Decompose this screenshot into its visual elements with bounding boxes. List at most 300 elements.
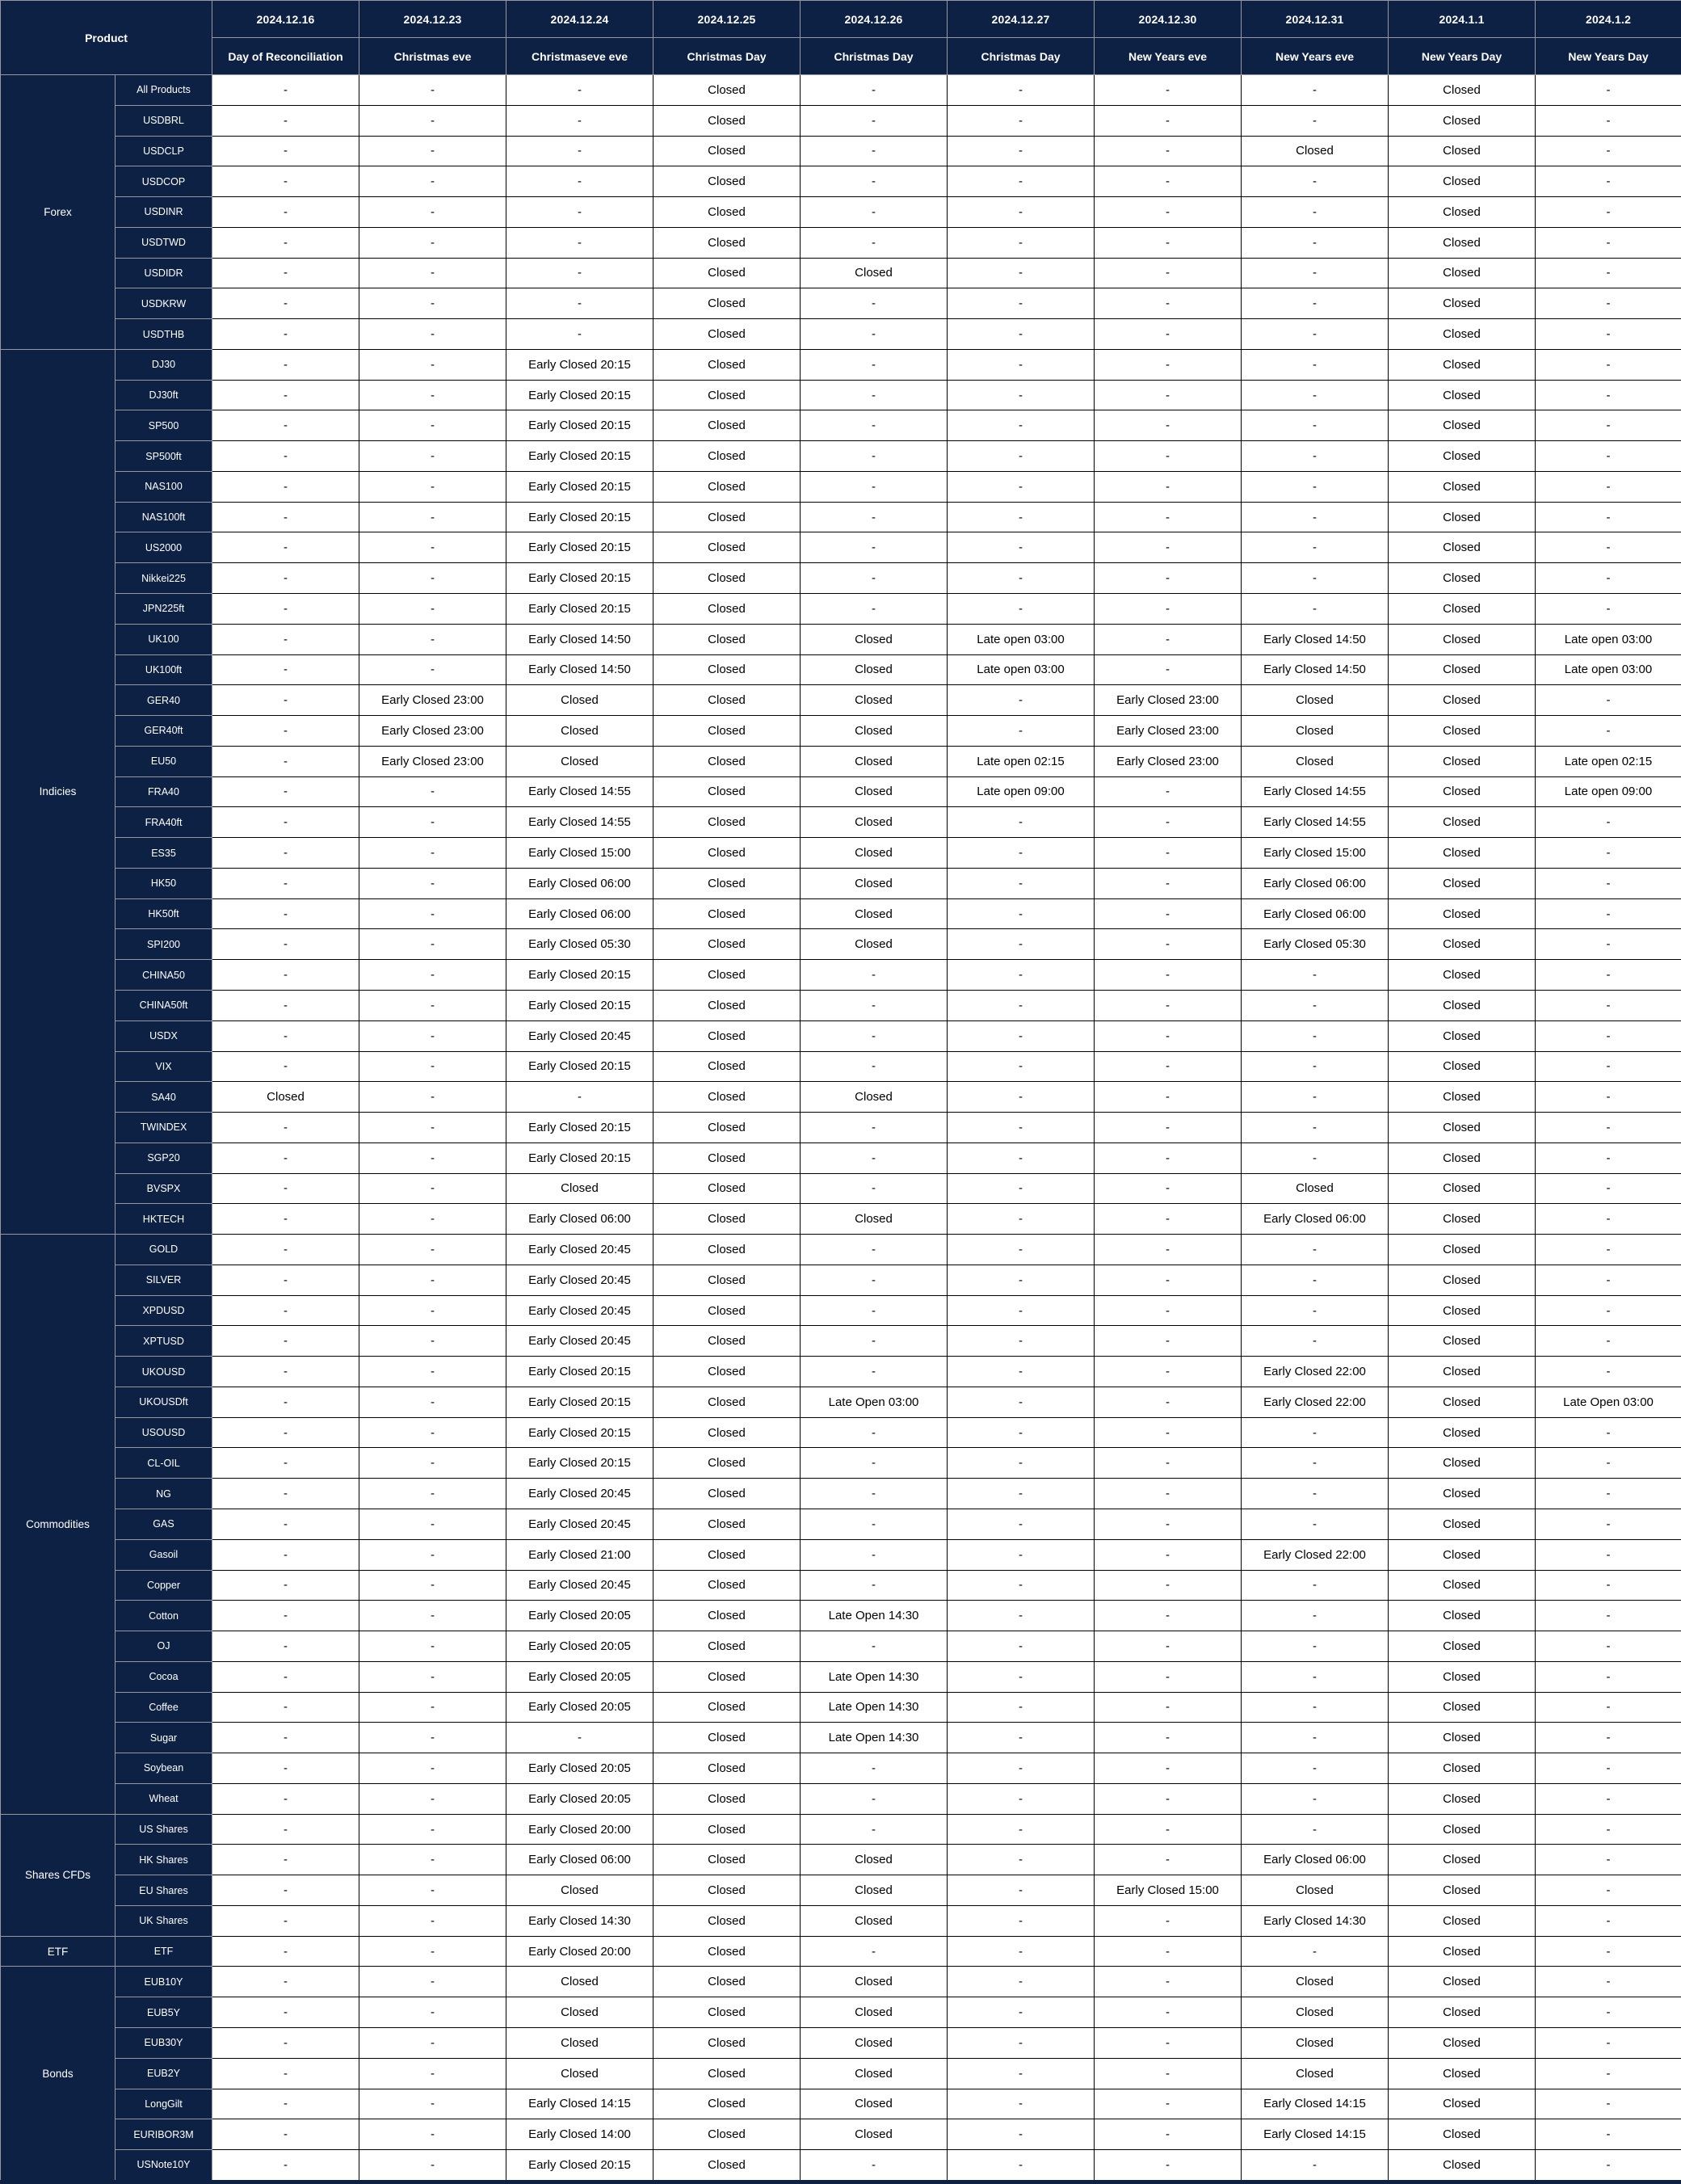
- schedule-cell: -: [506, 319, 653, 350]
- schedule-cell: -: [1095, 75, 1242, 106]
- product-label-china50ft: CHINA50ft: [116, 990, 212, 1020]
- schedule-cell: -: [948, 868, 1095, 898]
- table-row-bvspx: [1, 1173, 1681, 1204]
- schedule-cell: -: [1536, 1875, 1681, 1906]
- schedule-cell: -: [1242, 990, 1389, 1020]
- table-row-spi200: [1, 929, 1681, 960]
- schedule-cell: -: [506, 75, 653, 106]
- schedule-cell: -: [359, 1173, 506, 1204]
- schedule-cell: Closed: [801, 654, 948, 685]
- schedule-cell: Closed: [653, 654, 801, 685]
- schedule-cell: -: [1242, 197, 1389, 228]
- schedule-cell: Late open 03:00: [1536, 654, 1681, 685]
- schedule-cell: -: [948, 1479, 1095, 1509]
- schedule-cell: -: [1242, 380, 1389, 410]
- schedule-cell: Closed: [801, 746, 948, 776]
- schedule-cell: -: [359, 258, 506, 288]
- schedule-cell: Closed: [801, 1204, 948, 1235]
- product-label-eu50: EU50: [116, 746, 212, 776]
- schedule-cell: -: [1095, 319, 1242, 350]
- schedule-cell: -: [801, 319, 948, 350]
- schedule-cell: Early Closed 14:50: [1242, 624, 1389, 654]
- day-name-header-2024-12-31: New Years eve: [1242, 38, 1389, 75]
- product-label-es35: ES35: [116, 838, 212, 869]
- schedule-cell: Closed: [653, 807, 801, 838]
- schedule-cell: Closed: [653, 166, 801, 197]
- schedule-cell: -: [1536, 166, 1681, 197]
- schedule-cell: -: [1095, 594, 1242, 625]
- schedule-cell: -: [948, 1173, 1095, 1204]
- schedule-cell: Closed: [653, 1479, 801, 1509]
- schedule-cell: Closed: [653, 105, 801, 136]
- schedule-cell: Closed: [653, 1814, 801, 1845]
- schedule-cell: -: [1095, 1051, 1242, 1082]
- product-label-sgp20: SGP20: [116, 1142, 212, 1173]
- schedule-cell: Closed: [801, 807, 948, 838]
- schedule-cell: Closed: [653, 1235, 801, 1265]
- schedule-cell: Closed: [1389, 2028, 1536, 2059]
- schedule-cell: Closed: [801, 685, 948, 716]
- schedule-cell: Closed: [801, 2058, 948, 2089]
- schedule-cell: Closed: [653, 410, 801, 441]
- schedule-cell: -: [801, 1417, 948, 1448]
- schedule-cell: -: [801, 1448, 948, 1479]
- schedule-cell: Closed: [801, 1845, 948, 1875]
- date-header-2024-12-26: 2024.12.26: [801, 1, 948, 38]
- schedule-cell: -: [948, 2119, 1095, 2150]
- schedule-cell: -: [801, 136, 948, 166]
- schedule-cell: Early Closed 23:00: [1095, 716, 1242, 747]
- schedule-cell: Early Closed 23:00: [359, 716, 506, 747]
- schedule-cell: -: [212, 1020, 359, 1051]
- schedule-cell: Closed: [506, 716, 653, 747]
- schedule-cell: Late open 03:00: [948, 624, 1095, 654]
- table-row-silver: [1, 1265, 1681, 1295]
- schedule-cell: -: [1095, 1204, 1242, 1235]
- schedule-cell: -: [1095, 1235, 1242, 1265]
- schedule-cell: Closed: [653, 2119, 801, 2150]
- schedule-cell: Early Closed 20:45: [506, 1509, 653, 1539]
- schedule-cell: -: [359, 1082, 506, 1113]
- day-name-header-2024-12-25: Christmas Day: [653, 38, 801, 75]
- schedule-cell: Closed: [1242, 2028, 1389, 2059]
- schedule-cell: -: [359, 1113, 506, 1143]
- schedule-cell: Closed: [653, 929, 801, 960]
- schedule-cell: -: [948, 1661, 1095, 1692]
- schedule-cell: -: [1095, 380, 1242, 410]
- table-body: [1, 75, 1681, 2182]
- schedule-cell: -: [1536, 471, 1681, 502]
- schedule-cell: -: [359, 319, 506, 350]
- schedule-cell: Closed: [801, 2028, 948, 2059]
- schedule-cell: Closed: [1389, 1539, 1536, 1570]
- schedule-cell: Closed: [653, 471, 801, 502]
- schedule-cell: -: [1242, 1661, 1389, 1692]
- schedule-cell: -: [359, 1265, 506, 1295]
- schedule-cell: -: [801, 1357, 948, 1387]
- schedule-cell: -: [801, 1753, 948, 1784]
- date-header-2024-12-23: 2024.12.23: [359, 1, 506, 38]
- schedule-cell: Early Closed 06:00: [1242, 868, 1389, 898]
- schedule-cell: Closed: [1389, 685, 1536, 716]
- product-label-uk100: UK100: [116, 624, 212, 654]
- schedule-cell: Closed: [1389, 258, 1536, 288]
- schedule-cell: -: [1242, 563, 1389, 594]
- schedule-cell: -: [1095, 349, 1242, 380]
- schedule-cell: -: [1536, 838, 1681, 869]
- product-label-usdidr: USDIDR: [116, 258, 212, 288]
- schedule-cell: Early Closed 20:05: [506, 1661, 653, 1692]
- schedule-cell: -: [1095, 1967, 1242, 1997]
- schedule-cell: -: [212, 1142, 359, 1173]
- schedule-cell: -: [359, 1845, 506, 1875]
- day-name-header-2024-12-23: Christmas eve: [359, 38, 506, 75]
- schedule-cell: -: [212, 2028, 359, 2059]
- schedule-cell: Closed: [1389, 319, 1536, 350]
- product-header-cell: Product: [1, 1, 212, 75]
- schedule-cell: -: [1095, 1509, 1242, 1539]
- schedule-cell: Closed: [801, 929, 948, 960]
- product-label-nas100ft: NAS100ft: [116, 502, 212, 532]
- schedule-cell: -: [801, 990, 948, 1020]
- schedule-cell: Closed: [1389, 1905, 1536, 1936]
- schedule-cell: -: [801, 1295, 948, 1326]
- schedule-cell: -: [1536, 1295, 1681, 1326]
- schedule-cell: -: [212, 1204, 359, 1235]
- schedule-cell: Closed: [653, 776, 801, 807]
- table-row-usdcop: [1, 166, 1681, 197]
- schedule-cell: -: [801, 1631, 948, 1662]
- table-row-eub2y: [1, 2058, 1681, 2089]
- table-row-sp500ft: [1, 441, 1681, 472]
- product-label-hktech: HKTECH: [116, 1204, 212, 1235]
- schedule-cell: -: [1536, 319, 1681, 350]
- table-row-usousd: [1, 1417, 1681, 1448]
- schedule-cell: -: [212, 1357, 359, 1387]
- schedule-cell: -: [359, 1235, 506, 1265]
- schedule-cell: -: [359, 1783, 506, 1814]
- schedule-cell: -: [212, 2150, 359, 2182]
- table-row-fra40ft: [1, 807, 1681, 838]
- schedule-cell: -: [1095, 441, 1242, 472]
- schedule-cell: -: [212, 716, 359, 747]
- schedule-cell: Closed: [1389, 563, 1536, 594]
- schedule-cell: -: [948, 1723, 1095, 1753]
- section-label-shares-cfds: Shares CFDs: [1, 1814, 116, 1936]
- schedule-cell: -: [948, 1936, 1095, 1967]
- schedule-cell: -: [1536, 594, 1681, 625]
- schedule-cell: -: [212, 288, 359, 319]
- schedule-cell: -: [948, 2089, 1095, 2119]
- schedule-cell: Closed: [653, 1417, 801, 1448]
- schedule-cell: -: [212, 960, 359, 991]
- schedule-cell: -: [1242, 1295, 1389, 1326]
- schedule-cell: Closed: [653, 1631, 801, 1662]
- schedule-cell: -: [212, 1173, 359, 1204]
- schedule-cell: Late Open 14:30: [801, 1601, 948, 1631]
- schedule-cell: Early Closed 20:15: [506, 410, 653, 441]
- schedule-cell: -: [359, 2119, 506, 2150]
- table-row-sugar: [1, 1723, 1681, 1753]
- date-header-2024-12-24: 2024.12.24: [506, 1, 653, 38]
- schedule-cell: Closed: [653, 1020, 801, 1051]
- schedule-cell: Closed: [506, 2028, 653, 2059]
- schedule-cell: Closed: [653, 1173, 801, 1204]
- schedule-cell: -: [948, 1357, 1095, 1387]
- schedule-cell: -: [1536, 197, 1681, 228]
- schedule-cell: -: [1242, 1479, 1389, 1509]
- schedule-cell: -: [1536, 258, 1681, 288]
- schedule-cell: -: [801, 1142, 948, 1173]
- schedule-cell: -: [1242, 410, 1389, 441]
- schedule-cell: Closed: [1389, 1020, 1536, 1051]
- schedule-cell: -: [359, 1417, 506, 1448]
- schedule-cell: -: [801, 2150, 948, 2182]
- table-row-sgp20: [1, 1142, 1681, 1173]
- schedule-cell: -: [948, 319, 1095, 350]
- schedule-cell: Early Closed 20:45: [506, 1020, 653, 1051]
- table-row-eub5y: [1, 1997, 1681, 2028]
- schedule-cell: Early Closed 20:45: [506, 1570, 653, 1601]
- schedule-cell: -: [1095, 136, 1242, 166]
- schedule-cell: -: [212, 75, 359, 106]
- schedule-cell: -: [1095, 288, 1242, 319]
- schedule-cell: -: [1536, 1631, 1681, 1662]
- schedule-cell: Closed: [1242, 716, 1389, 747]
- schedule-cell: -: [212, 1723, 359, 1753]
- schedule-cell: -: [1095, 929, 1242, 960]
- schedule-cell: -: [359, 1601, 506, 1631]
- schedule-cell: Closed: [1389, 1235, 1536, 1265]
- schedule-cell: -: [359, 1723, 506, 1753]
- product-label-ger40ft: GER40ft: [116, 716, 212, 747]
- schedule-cell: Closed: [653, 1204, 801, 1235]
- schedule-cell: -: [1536, 349, 1681, 380]
- schedule-cell: -: [212, 1235, 359, 1265]
- schedule-cell: -: [1536, 1905, 1681, 1936]
- schedule-cell: -: [212, 898, 359, 929]
- section-label-indicies: Indicies: [1, 349, 116, 1234]
- table-row-ger40: [1, 685, 1681, 716]
- schedule-cell: -: [948, 1387, 1095, 1417]
- schedule-cell: -: [1536, 1936, 1681, 1967]
- schedule-cell: -: [212, 1845, 359, 1875]
- schedule-cell: -: [359, 2028, 506, 2059]
- schedule-cell: Closed: [653, 1387, 801, 1417]
- schedule-cell: -: [1242, 1265, 1389, 1295]
- schedule-cell: -: [1536, 1020, 1681, 1051]
- schedule-cell: -: [948, 197, 1095, 228]
- schedule-cell: Closed: [1389, 288, 1536, 319]
- schedule-cell: -: [359, 1661, 506, 1692]
- table-row-xptusd: [1, 1326, 1681, 1357]
- schedule-cell: Closed: [506, 1875, 653, 1906]
- schedule-cell: -: [1242, 105, 1389, 136]
- table-row-eu50: [1, 746, 1681, 776]
- schedule-cell: -: [212, 136, 359, 166]
- schedule-cell: Closed: [1242, 1173, 1389, 1204]
- schedule-cell: -: [359, 532, 506, 563]
- schedule-cell: Early Closed 20:00: [506, 1814, 653, 1845]
- schedule-cell: -: [359, 990, 506, 1020]
- schedule-cell: -: [948, 136, 1095, 166]
- schedule-cell: Closed: [653, 1692, 801, 1723]
- schedule-cell: -: [1095, 1113, 1242, 1143]
- schedule-cell: Closed: [1389, 594, 1536, 625]
- schedule-cell: -: [359, 1631, 506, 1662]
- schedule-cell: -: [212, 1814, 359, 1845]
- schedule-cell: -: [212, 1601, 359, 1631]
- schedule-cell: Closed: [653, 2150, 801, 2182]
- schedule-cell: -: [1095, 410, 1242, 441]
- schedule-cell: -: [948, 2058, 1095, 2089]
- schedule-cell: -: [1536, 1845, 1681, 1875]
- table-row-uk-shares: [1, 1905, 1681, 1936]
- table-row-usdx: [1, 1020, 1681, 1051]
- schedule-cell: -: [212, 1692, 359, 1723]
- schedule-cell: -: [212, 1113, 359, 1143]
- schedule-cell: -: [212, 1448, 359, 1479]
- schedule-cell: -: [1095, 1661, 1242, 1692]
- section-label-bonds: Bonds: [1, 1967, 116, 2182]
- schedule-cell: Early Closed 06:00: [1242, 1845, 1389, 1875]
- table-row-jpn225ft: [1, 594, 1681, 625]
- schedule-cell: -: [212, 2119, 359, 2150]
- schedule-cell: -: [1095, 1082, 1242, 1113]
- schedule-cell: -: [1536, 563, 1681, 594]
- schedule-cell: Closed: [1389, 807, 1536, 838]
- table-row-uk100ft: [1, 654, 1681, 685]
- schedule-cell: -: [1095, 532, 1242, 563]
- product-label-euribor3m: EURIBOR3M: [116, 2119, 212, 2150]
- schedule-cell: Closed: [653, 1113, 801, 1143]
- schedule-cell: -: [801, 227, 948, 258]
- schedule-cell: Closed: [653, 1265, 801, 1295]
- schedule-cell: Early Closed 22:00: [1242, 1357, 1389, 1387]
- schedule-cell: -: [948, 1235, 1095, 1265]
- schedule-cell: -: [1242, 1723, 1389, 1753]
- table-row-oj: [1, 1631, 1681, 1662]
- schedule-cell: Late open 09:00: [1536, 776, 1681, 807]
- schedule-cell: Closed: [1389, 624, 1536, 654]
- schedule-cell: -: [801, 532, 948, 563]
- schedule-cell: -: [801, 1783, 948, 1814]
- product-label-hk-shares: HK Shares: [116, 1845, 212, 1875]
- schedule-cell: Closed: [506, 685, 653, 716]
- schedule-cell: Closed: [1389, 1570, 1536, 1601]
- schedule-cell: -: [1536, 716, 1681, 747]
- schedule-cell: -: [948, 1142, 1095, 1173]
- product-label-twindex: TWINDEX: [116, 1113, 212, 1143]
- product-label-vix: VIX: [116, 1051, 212, 1082]
- schedule-cell: -: [359, 1967, 506, 1997]
- product-label-usdkrw: USDKRW: [116, 288, 212, 319]
- schedule-cell: -: [359, 960, 506, 991]
- schedule-cell: -: [1242, 1326, 1389, 1357]
- schedule-cell: -: [1095, 1783, 1242, 1814]
- schedule-cell: -: [212, 349, 359, 380]
- schedule-cell: Early Closed 14:15: [1242, 2089, 1389, 2119]
- schedule-cell: -: [1095, 1417, 1242, 1448]
- schedule-cell: -: [1242, 1142, 1389, 1173]
- schedule-cell: -: [359, 502, 506, 532]
- schedule-cell: Late open 02:15: [1536, 746, 1681, 776]
- schedule-cell: -: [1095, 227, 1242, 258]
- schedule-cell: -: [212, 1265, 359, 1295]
- schedule-cell: -: [1242, 1814, 1389, 1845]
- product-label-usdbrl: USDBRL: [116, 105, 212, 136]
- schedule-cell: Early Closed 20:05: [506, 1692, 653, 1723]
- schedule-cell: Early Closed 06:00: [506, 868, 653, 898]
- schedule-cell: Closed: [1389, 75, 1536, 106]
- schedule-cell: Early Closed 22:00: [1242, 1539, 1389, 1570]
- schedule-cell: Closed: [1389, 380, 1536, 410]
- schedule-cell: -: [359, 1387, 506, 1417]
- schedule-cell: -: [1095, 1631, 1242, 1662]
- schedule-cell: -: [1242, 166, 1389, 197]
- table-row-hk50ft: [1, 898, 1681, 929]
- schedule-cell: Closed: [1389, 1204, 1536, 1235]
- schedule-cell: -: [1536, 380, 1681, 410]
- table-row-wheat: [1, 1783, 1681, 1814]
- schedule-cell: Closed: [653, 2089, 801, 2119]
- product-label-gold: GOLD: [116, 1235, 212, 1265]
- schedule-cell: -: [359, 1295, 506, 1326]
- schedule-cell: -: [359, 227, 506, 258]
- schedule-cell: -: [1536, 1142, 1681, 1173]
- schedule-cell: -: [212, 502, 359, 532]
- schedule-cell: Closed: [1389, 166, 1536, 197]
- schedule-cell: -: [212, 1783, 359, 1814]
- date-header-2024-12-16: 2024.12.16: [212, 1, 359, 38]
- schedule-cell: -: [359, 288, 506, 319]
- schedule-cell: -: [1536, 2028, 1681, 2059]
- schedule-cell: -: [359, 1936, 506, 1967]
- schedule-cell: -: [801, 1936, 948, 1967]
- schedule-cell: -: [948, 532, 1095, 563]
- schedule-cell: -: [359, 1692, 506, 1723]
- product-label-us-shares: US Shares: [116, 1814, 212, 1845]
- schedule-cell: -: [948, 1265, 1095, 1295]
- schedule-cell: -: [1095, 105, 1242, 136]
- product-label-dj30ft: DJ30ft: [116, 380, 212, 410]
- table-row-usdkrw: [1, 288, 1681, 319]
- schedule-cell: -: [1095, 990, 1242, 1020]
- schedule-cell: -: [948, 807, 1095, 838]
- table-row-ukousdft: [1, 1387, 1681, 1417]
- schedule-cell: -: [1095, 868, 1242, 898]
- schedule-cell: -: [212, 624, 359, 654]
- schedule-cell: Closed: [653, 75, 801, 106]
- product-label-gas: GAS: [116, 1509, 212, 1539]
- schedule-cell: Closed: [1389, 2150, 1536, 2182]
- schedule-cell: -: [948, 166, 1095, 197]
- schedule-cell: Early Closed 20:15: [506, 1142, 653, 1173]
- schedule-cell: -: [1536, 288, 1681, 319]
- schedule-cell: -: [506, 227, 653, 258]
- schedule-cell: Closed: [1389, 1845, 1536, 1875]
- schedule-cell: -: [359, 1448, 506, 1479]
- schedule-cell: -: [212, 1326, 359, 1357]
- schedule-cell: -: [948, 1601, 1095, 1631]
- schedule-cell: -: [801, 502, 948, 532]
- schedule-cell: -: [1536, 136, 1681, 166]
- schedule-cell: -: [948, 685, 1095, 716]
- schedule-cell: Early Closed 06:00: [506, 1845, 653, 1875]
- schedule-cell: -: [1536, 1570, 1681, 1601]
- schedule-cell: Early Closed 20:15: [506, 1051, 653, 1082]
- schedule-cell: Closed: [1389, 349, 1536, 380]
